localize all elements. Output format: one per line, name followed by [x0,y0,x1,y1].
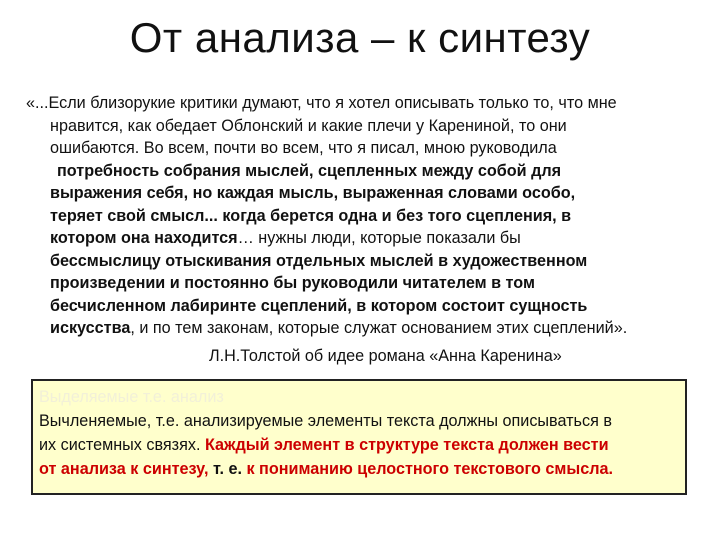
tolstoy-quote [26,92,702,367]
note-regular-fragment: их системных связях. [39,436,205,454]
quote-bold-line: теряет свой смысл... когда берется одна и без того сцепления, в [50,206,572,225]
note-line [39,433,677,457]
conclusion-note-box [31,379,687,495]
quote-bold-line: бессмыслицу отыскивания отдельных мыслей в художественном [50,251,588,270]
quote-attribution: Л.Н.Толстой об идее романа «Анна Каренина» [209,346,562,365]
note-line [39,457,677,481]
quote-bold-line: бесчисленном лабиринте сцеплений, в котором состоит сущность [50,296,588,315]
note-heading: Выделяемые т.е. анализ [39,388,224,406]
quote-regular-fragment: , и по тем законам, которые служат основанием этих сцеплений». [130,319,628,337]
quote-line: «...Если близорукие критики думают, что я хотел описывать только то, что мне [26,94,617,112]
quote-regular-fragment: … нужны люди, которые показали бы [237,229,521,247]
quote-mixed-line [26,317,702,340]
quote-bold-fragment: котором она находится [50,229,238,247]
note-line: Вычленяемые, т.е. анализируемые элементы текста должны описываться в [39,412,612,430]
note-dark-fragment: т. е. [208,460,247,478]
note-accent-fragment: к пониманию целостного текстового смысла. [246,460,614,478]
quote-line: нравится, как обедает Облонский и какие плечи у Карениной, то они [50,116,567,135]
quote-bold-fragment: искусства [50,319,131,337]
quote-bold-line: потребность собрания мыслей, сцепленных между собой для [57,161,562,180]
quote-mixed-line [26,227,702,250]
note-accent-fragment: Каждый элемент в структуре текста должен вести [204,436,609,454]
quote-bold-line: произведении и постоянно бы руководили читателем в том [50,274,535,292]
quote-line: ошибаются. Во всем, почти во всем, что я писал, мною руководила [50,139,557,157]
note-accent-fragment: от анализа к синтезу, [39,460,209,478]
slide-title: От анализа – к синтезу [129,14,591,61]
quote-bold-line: выражения себя, но каждая мысль, выраженная словами особо, [50,184,576,202]
